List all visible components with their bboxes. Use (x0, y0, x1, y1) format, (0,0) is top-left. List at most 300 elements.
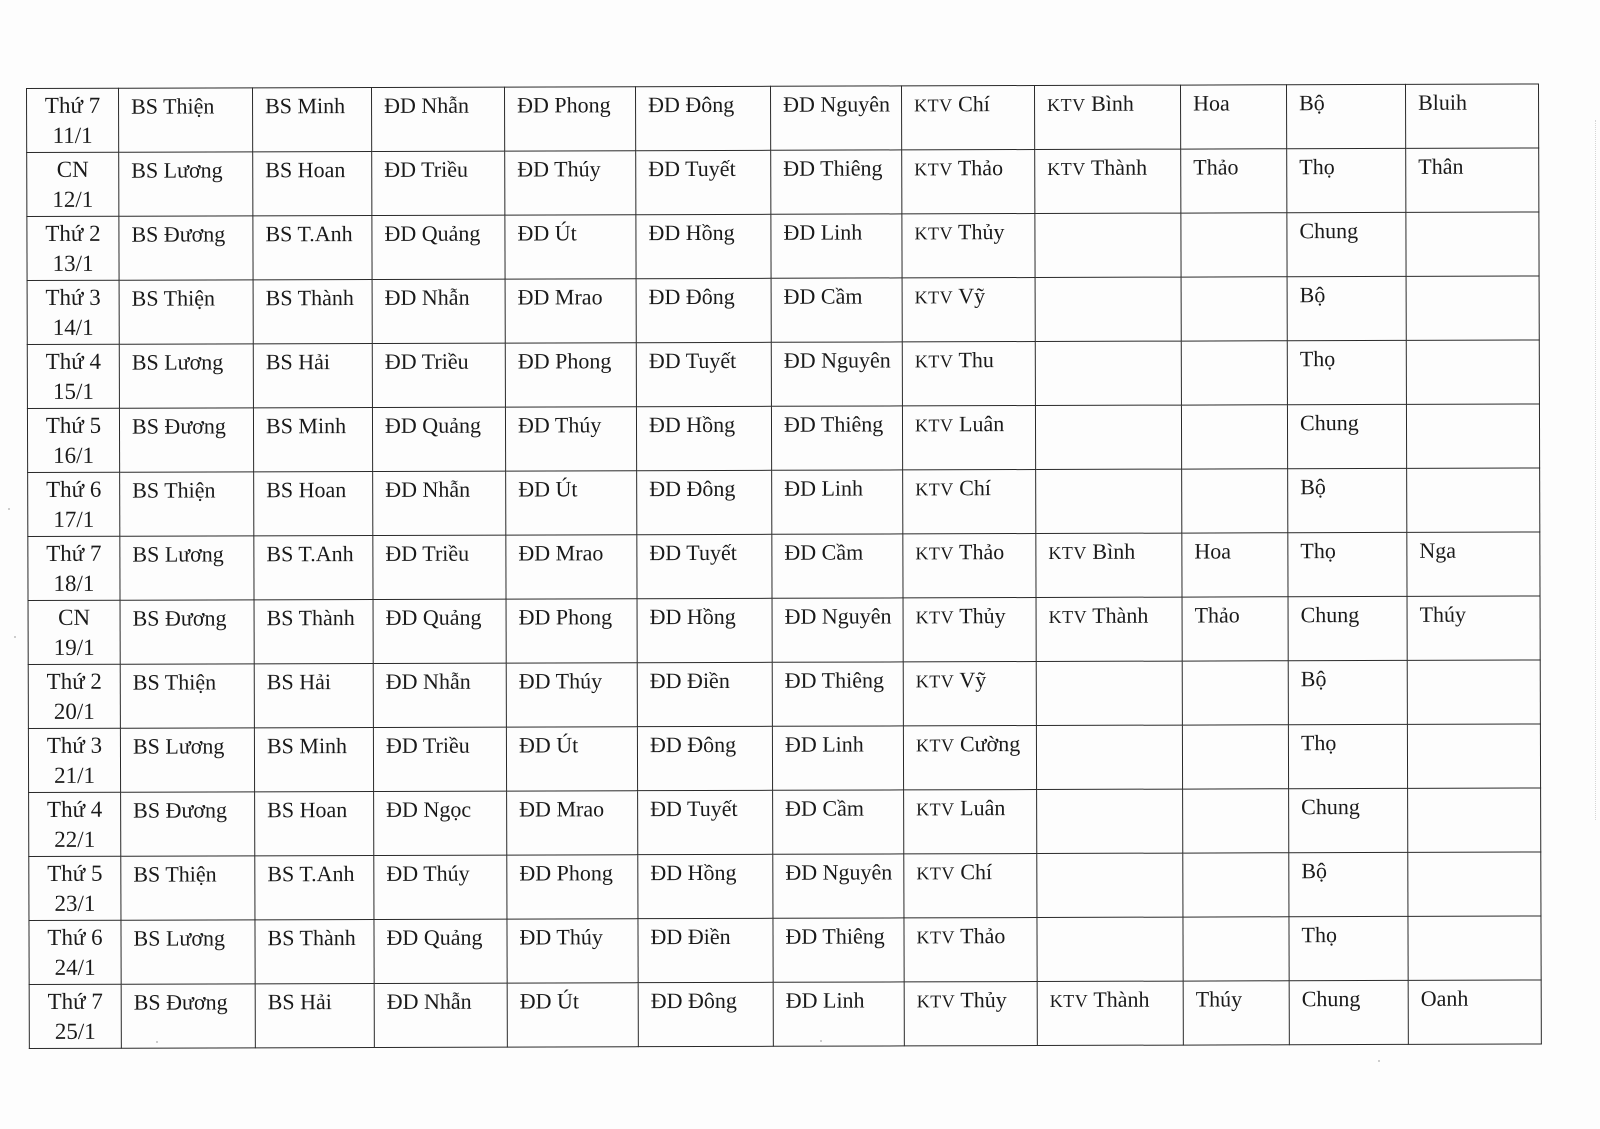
staff-name: ĐD Quảng (384, 412, 481, 438)
extra-staff-1-cell (1183, 853, 1289, 917)
nurse-2-cell (505, 151, 636, 215)
extra-staff-3-cell (1408, 788, 1541, 852)
staff-name: ĐD Hồng (648, 219, 735, 246)
day-name: Thứ 7 (47, 988, 103, 1014)
table-row (27, 84, 1539, 152)
staff-name: Hoa (1193, 90, 1230, 116)
staff-name: ĐD Thúy (518, 668, 603, 694)
staff-name: ĐD Quảng (386, 924, 483, 950)
doctor-1-cell (121, 984, 255, 1048)
nurse-1-cell (373, 471, 506, 535)
extra-staff-3-cell (1406, 340, 1539, 404)
extra-staff-3-cell (1406, 148, 1539, 212)
staff-name: BS Hải (265, 349, 331, 375)
staff-name: ĐD Nhẫn (385, 476, 471, 502)
table-row (28, 724, 1540, 792)
staff-name: Nga (1419, 537, 1457, 563)
staff-name: ĐD Hồng (648, 411, 736, 438)
staff-name: BS Hải (267, 989, 332, 1015)
staff-name: BS Minh (265, 413, 347, 439)
table-row (29, 980, 1541, 1048)
extra-staff-2-cell (1289, 852, 1408, 916)
day-cell (27, 152, 119, 216)
doctor-2-cell (255, 983, 374, 1047)
staff-name: ĐD Phong (519, 860, 613, 886)
technician-1-cell (903, 726, 1036, 790)
technician-prefix: KTV (915, 543, 954, 564)
staff-name: Chung (1301, 794, 1360, 820)
staff-name: BS Lương (131, 349, 224, 375)
nurse-4-cell (772, 534, 903, 598)
nurse-3-cell (638, 854, 773, 918)
extra-staff-2-cell (1289, 916, 1408, 980)
technician-1-cell (904, 790, 1037, 854)
day-name: Thứ 2 (45, 220, 101, 246)
staff-name: BS Thiện (132, 669, 217, 695)
extra-staff-1-cell (1181, 341, 1287, 405)
day-cell (28, 600, 120, 664)
staff-name: BS T.Anh (266, 541, 354, 567)
nurse-2-cell (506, 535, 637, 599)
technician-prefix: KTV (914, 223, 953, 244)
day-cell (29, 984, 121, 1048)
day-date: 12/1 (52, 186, 94, 212)
nurse-1-cell (374, 855, 507, 919)
staff-name: Bộ (1299, 90, 1325, 116)
extra-staff-2-cell (1287, 212, 1406, 276)
staff-name: Bộ (1301, 858, 1328, 884)
staff-name: ĐD Đông (649, 475, 736, 502)
staff-name: Chung (1299, 218, 1359, 244)
technician-1-cell (903, 534, 1036, 598)
doctor-1-cell (119, 88, 253, 152)
doctor-2-cell (255, 855, 374, 919)
day-cell (29, 920, 121, 984)
technician-prefix: KTV (916, 799, 955, 820)
day-cell (28, 536, 120, 600)
staff-name: Thảo (1194, 602, 1240, 628)
staff-name: Bluih (1418, 89, 1467, 115)
staff-name: Bộ (1299, 282, 1326, 308)
staff-name: BS Thiện (131, 285, 215, 311)
table-row (27, 276, 1539, 344)
nurse-2-cell (507, 855, 638, 919)
staff-name: ĐD Triều (384, 156, 469, 182)
doctor-2-cell (254, 727, 373, 791)
doctor-2-cell (253, 407, 372, 471)
extra-staff-1-cell (1181, 277, 1287, 341)
doctor-2-cell (254, 663, 373, 727)
day-date: 18/1 (53, 570, 95, 596)
staff-name: Chung (1299, 410, 1359, 436)
staff-name: BS Minh (266, 733, 348, 759)
day-cell (28, 728, 120, 792)
extra-staff-3-cell (1406, 404, 1539, 468)
technician-prefix: KTV (916, 991, 956, 1012)
extra-staff-3-cell (1407, 532, 1540, 596)
extra-staff-1-cell (1182, 469, 1288, 533)
nurse-1-cell (373, 727, 506, 791)
nurse-1-cell (372, 151, 505, 215)
staff-name: Thân (1418, 153, 1464, 179)
nurse-2-cell (505, 215, 636, 279)
staff-name: ĐD Thúy (517, 156, 601, 182)
staff-name: ĐD Linh (784, 475, 864, 501)
technician-2-cell (1035, 341, 1181, 405)
nurse-4-cell (772, 470, 903, 534)
staff-name: BS Thành (267, 925, 356, 951)
staff-name: ĐD Linh (783, 219, 863, 245)
day-date: 11/1 (52, 122, 93, 148)
day-name: Thứ 5 (45, 412, 102, 438)
nurse-4-cell (772, 726, 903, 790)
staff-name: BS Minh (265, 93, 346, 119)
day-date: 17/1 (53, 506, 95, 532)
technician-prefix: KTV (1047, 158, 1086, 179)
extra-staff-1-cell (1183, 981, 1289, 1045)
staff-name: ĐD Thúy (386, 860, 470, 886)
extra-staff-2-cell (1289, 980, 1408, 1044)
staff-name: BS Thiện (133, 861, 217, 887)
day-date: 22/1 (54, 826, 96, 852)
staff-name: BS Lương (133, 925, 225, 951)
staff-name: Thọ (1300, 538, 1336, 564)
staff-name: ĐD Linh (784, 731, 864, 757)
extra-staff-2-cell (1286, 84, 1405, 148)
extra-staff-3-cell (1407, 468, 1540, 532)
nurse-1-cell (373, 663, 506, 727)
nurse-4-cell (771, 406, 902, 470)
extra-staff-1-cell (1181, 405, 1287, 469)
table-row (28, 468, 1540, 536)
staff-name: ĐD Đông (649, 731, 737, 758)
technician-prefix: KTV (914, 415, 954, 436)
technician-name: Vỹ (959, 667, 987, 693)
extra-staff-3-cell (1407, 660, 1540, 724)
nurse-4-cell (773, 854, 904, 918)
staff-name: ĐD Tuyết (648, 155, 736, 182)
table-row (27, 212, 1539, 280)
nurse-3-cell (637, 534, 772, 598)
day-name: Thứ 7 (46, 540, 102, 566)
doctor-1-cell (120, 728, 254, 792)
technician-name: Bình (1092, 538, 1136, 564)
technician-1-cell (903, 470, 1036, 534)
staff-name: ĐD Linh (785, 987, 865, 1013)
doctor-1-cell (119, 408, 253, 472)
scan-edge-marks (1587, 120, 1596, 820)
table-row (27, 340, 1539, 408)
technician-prefix: KTV (915, 479, 954, 500)
nurse-2-cell (504, 87, 635, 151)
technician-name: Thành (1090, 154, 1148, 180)
day-date: 15/1 (52, 378, 94, 404)
staff-name: ĐD Thiêng (785, 923, 885, 949)
nurse-2-cell (506, 727, 637, 791)
staff-name: ĐD Đông (648, 283, 735, 310)
day-cell (27, 216, 119, 280)
day-name: Thứ 3 (45, 284, 101, 310)
technician-1-cell (902, 150, 1035, 214)
extra-staff-2-cell (1287, 148, 1406, 212)
staff-name: ĐD Tuyết (648, 347, 737, 374)
staff-name: ĐD Mrao (518, 540, 604, 566)
technician-2-cell (1035, 149, 1181, 213)
technician-prefix: KTV (915, 735, 955, 756)
staff-name: ĐD Thúy (517, 412, 602, 438)
nurse-2-cell (505, 279, 636, 343)
technician-prefix: KTV (1047, 94, 1086, 115)
technician-prefix: KTV (916, 863, 955, 884)
day-date: 14/1 (52, 314, 94, 340)
nurse-3-cell (637, 598, 772, 662)
nurse-4-cell (773, 790, 904, 854)
staff-name: ĐD Nguyên (784, 603, 892, 629)
doctor-1-cell (121, 856, 255, 920)
extra-staff-1-cell (1181, 213, 1287, 277)
staff-name: Thúy (1195, 986, 1243, 1012)
staff-name: ĐD Cầm (783, 283, 863, 309)
nurse-1-cell (374, 919, 507, 983)
staff-name: ĐD Phong (517, 348, 612, 374)
technician-name: Luân (958, 411, 1005, 437)
nurse-4-cell (771, 278, 902, 342)
technician-name: Thành (1093, 986, 1150, 1012)
doctor-1-cell (121, 920, 255, 984)
day-cell (29, 792, 121, 856)
staff-name: BS Đương (131, 221, 226, 247)
doctor-1-cell (119, 216, 253, 280)
nurse-2-cell (506, 471, 637, 535)
scan-speck (14, 636, 16, 638)
day-name: Thứ 6 (47, 924, 103, 950)
extra-staff-3-cell (1408, 916, 1541, 980)
staff-name: ĐD Quảng (385, 604, 482, 630)
day-name: CN (56, 156, 89, 182)
roster-body (27, 84, 1542, 1048)
day-cell (27, 280, 119, 344)
technician-name: Luân (960, 795, 1006, 821)
staff-name: BS Hoan (266, 477, 347, 503)
nurse-2-cell (506, 663, 637, 727)
staff-name: ĐD Út (518, 732, 579, 758)
day-date: 24/1 (54, 954, 96, 980)
technician-name: Chí (960, 859, 993, 885)
nurse-3-cell (636, 342, 771, 406)
technician-1-cell (901, 86, 1034, 150)
nurse-4-cell (772, 662, 903, 726)
staff-name: ĐD Út (517, 220, 577, 246)
staff-name: BS Đương (133, 797, 228, 823)
day-name: Thứ 6 (46, 476, 102, 502)
nurse-1-cell (373, 535, 506, 599)
day-name: Thứ 5 (47, 860, 103, 886)
staff-name: BS Đương (133, 989, 228, 1015)
staff-name: ĐD Điền (650, 923, 731, 950)
staff-name: ĐD Thiêng (784, 667, 885, 693)
technician-2-cell (1035, 213, 1181, 277)
technician-1-cell (903, 662, 1036, 726)
extra-staff-2-cell (1287, 276, 1406, 340)
staff-name: ĐD Triều (384, 348, 469, 374)
day-cell (27, 88, 119, 152)
staff-name: ĐD Quảng (384, 220, 481, 246)
table-row (28, 596, 1540, 664)
extra-staff-3-cell (1405, 84, 1538, 148)
doctor-2-cell (253, 279, 372, 343)
doctor-1-cell (120, 600, 254, 664)
staff-name: BS Thiện (131, 93, 215, 119)
extra-staff-3-cell (1407, 596, 1540, 660)
staff-name: ĐD Mrao (517, 284, 603, 310)
nurse-3-cell (638, 918, 773, 982)
nurse-3-cell (636, 214, 771, 278)
table-row (29, 788, 1541, 856)
staff-name: Thọ (1299, 154, 1335, 180)
doctor-1-cell (119, 152, 253, 216)
staff-name: BS T.Anh (267, 861, 355, 887)
technician-name: Thủy (959, 603, 1006, 629)
nurse-4-cell (770, 86, 901, 150)
day-cell (28, 664, 120, 728)
technician-name: Thảo (958, 539, 1005, 565)
day-name: Thứ 4 (46, 796, 103, 822)
nurse-1-cell (374, 791, 507, 855)
extra-staff-2-cell (1289, 788, 1408, 852)
doctor-1-cell (121, 792, 255, 856)
nurse-1-cell (372, 279, 505, 343)
technician-2-cell (1034, 85, 1180, 149)
staff-name: Thúy (1419, 601, 1467, 627)
technician-1-cell (902, 278, 1035, 342)
nurse-4-cell (772, 598, 903, 662)
scan-speck (156, 1041, 158, 1043)
technician-prefix: KTV (1048, 542, 1087, 563)
technician-2-cell (1035, 405, 1181, 469)
staff-name: ĐD Thiêng (783, 411, 884, 437)
staff-name: BS T.Anh (265, 221, 353, 247)
extra-staff-1-cell (1182, 533, 1288, 597)
extra-staff-2-cell (1288, 468, 1407, 532)
technician-2-cell (1037, 853, 1183, 917)
technician-name: Chí (958, 91, 990, 117)
technician-name: Cường (959, 731, 1021, 757)
staff-name: Bộ (1300, 666, 1327, 692)
extra-staff-1-cell (1183, 789, 1289, 853)
day-name: Thứ 4 (45, 348, 101, 374)
technician-2-cell (1036, 725, 1182, 789)
day-date: 23/1 (54, 890, 96, 916)
extra-staff-1-cell (1183, 917, 1289, 981)
doctor-2-cell (253, 215, 372, 279)
doctor-2-cell (255, 791, 374, 855)
staff-name: BS Đương (131, 413, 226, 439)
staff-name: BS Thiện (132, 477, 216, 503)
day-date: 16/1 (53, 442, 95, 468)
nurse-3-cell (637, 662, 772, 726)
day-name: CN (58, 604, 91, 630)
extra-staff-2-cell (1288, 660, 1407, 724)
table-row (29, 852, 1541, 920)
staff-name: ĐD Thiêng (783, 155, 883, 181)
staff-name: Hoa (1194, 538, 1232, 564)
day-cell (28, 472, 120, 536)
technician-1-cell (904, 918, 1037, 982)
staff-name: BS Hải (266, 669, 331, 695)
day-name: Thứ 7 (44, 92, 101, 118)
staff-name: ĐD Nguyên (783, 347, 891, 373)
doctor-2-cell (254, 471, 373, 535)
technician-prefix: KTV (914, 351, 954, 372)
nurse-4-cell (771, 214, 902, 278)
nurse-3-cell (637, 726, 772, 790)
staff-name: Oanh (1420, 985, 1469, 1011)
day-date: 21/1 (54, 762, 96, 788)
doctor-2-cell (253, 343, 372, 407)
doctor-2-cell (254, 599, 373, 663)
staff-name: ĐD Cầm (784, 539, 864, 565)
technician-name: Thành (1092, 602, 1149, 628)
staff-name: BS Thành (266, 605, 355, 631)
nurse-2-cell (505, 407, 636, 471)
technician-1-cell (902, 342, 1035, 406)
extra-staff-1-cell (1182, 597, 1288, 661)
technician-prefix: KTV (1048, 606, 1088, 627)
nurse-3-cell (636, 406, 771, 470)
technician-2-cell (1036, 533, 1182, 597)
day-cell (27, 408, 119, 472)
nurse-4-cell (771, 342, 902, 406)
staff-name: ĐD Nhẫn (385, 668, 471, 694)
extra-staff-3-cell (1408, 852, 1541, 916)
nurse-1-cell (372, 215, 505, 279)
nurse-3-cell (636, 150, 771, 214)
doctor-1-cell (120, 536, 254, 600)
extra-staff-2-cell (1288, 724, 1407, 788)
nurse-4-cell (773, 918, 904, 982)
day-cell (27, 344, 119, 408)
staff-name: ĐD Hồng (650, 859, 737, 886)
doctor-1-cell (119, 344, 253, 408)
staff-name: ĐD Cầm (785, 795, 865, 821)
staff-name: Thọ (1300, 730, 1337, 756)
technician-name: Thu (958, 347, 994, 373)
staff-name: ĐD Mrao (519, 796, 605, 822)
extra-staff-2-cell (1287, 404, 1406, 468)
nurse-3-cell (638, 982, 773, 1046)
technician-2-cell (1037, 789, 1183, 853)
nurse-4-cell (771, 150, 902, 214)
technician-prefix: KTV (914, 159, 953, 180)
technician-name: Thủy (958, 219, 1005, 245)
extra-staff-1-cell (1182, 725, 1288, 789)
doctor-2-cell (254, 535, 373, 599)
staff-name: BS Lương (132, 733, 225, 759)
nurse-3-cell (636, 278, 771, 342)
extra-staff-3-cell (1408, 980, 1541, 1044)
nurse-3-cell (635, 86, 770, 150)
nurse-1-cell (372, 343, 505, 407)
nurse-1-cell (372, 407, 505, 471)
technician-name: Thảo (957, 155, 1004, 181)
doctor-1-cell (120, 664, 254, 728)
technician-prefix: KTV (1049, 990, 1089, 1011)
staff-name: ĐD Hồng (649, 603, 736, 630)
staff-name: BS Thành (265, 285, 354, 311)
technician-2-cell (1036, 469, 1182, 533)
extra-staff-1-cell (1181, 149, 1287, 213)
technician-1-cell (903, 598, 1036, 662)
